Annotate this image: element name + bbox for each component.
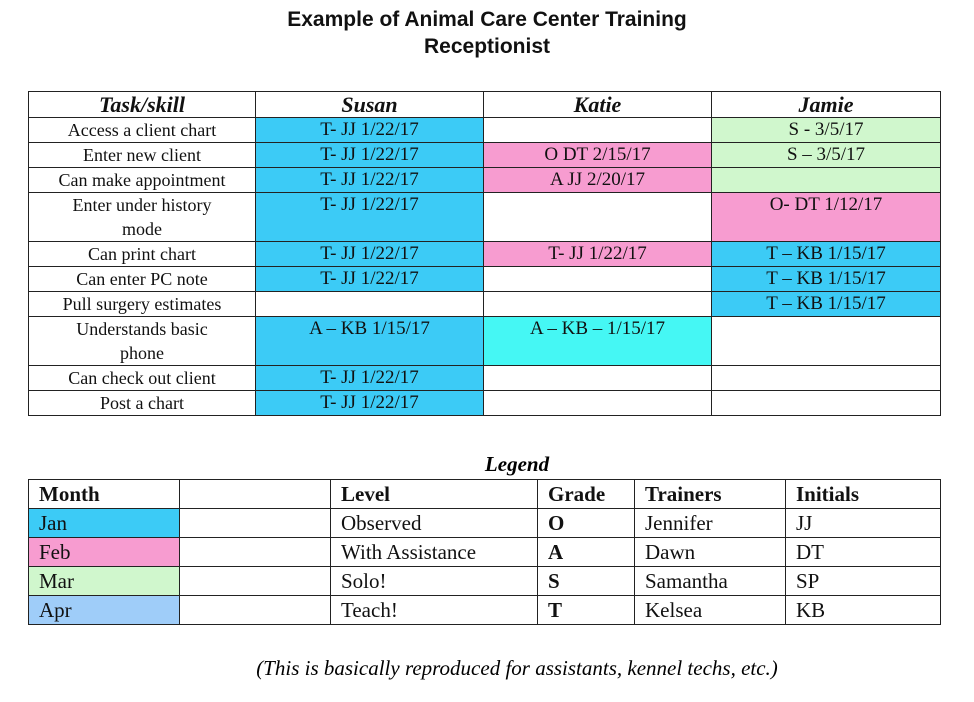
task-cell: Can enter PC note xyxy=(29,267,256,292)
legend-title: Legend xyxy=(484,452,550,476)
legend-trainer: Samantha xyxy=(635,567,786,596)
legend-level: Solo! xyxy=(331,567,538,596)
legend-month-swatch: Jan xyxy=(29,509,180,538)
header-task-skill: Task/skill xyxy=(29,92,256,118)
legend-initials: SP xyxy=(786,567,941,596)
task-cell: Enter new client xyxy=(29,143,256,168)
table-row xyxy=(29,242,941,267)
jamie-cell: T – KB 1/15/17 xyxy=(712,242,941,267)
table-row xyxy=(29,193,941,242)
legend-month-swatch: Feb xyxy=(29,538,180,567)
header-jamie: Jamie xyxy=(712,92,941,118)
legend-level: With Assistance xyxy=(331,538,538,567)
susan-cell: A – KB 1/15/17 xyxy=(256,317,484,366)
jamie-cell xyxy=(712,391,941,416)
katie-cell xyxy=(484,193,712,242)
table-row xyxy=(29,366,941,391)
jamie-cell xyxy=(712,317,941,366)
legend-header-grade: Grade xyxy=(538,480,635,509)
legend-row xyxy=(29,596,941,625)
legend-grade: A xyxy=(538,538,635,567)
task-line: Enter under history xyxy=(72,195,212,215)
legend-blank-cell xyxy=(180,509,331,538)
jamie-cell xyxy=(712,366,941,391)
task-cell: Can make appointment xyxy=(29,168,256,193)
task-cell: Pull surgery estimates xyxy=(29,292,256,317)
susan-cell: T- JJ 1/22/17 xyxy=(256,391,484,416)
jamie-cell xyxy=(712,168,941,193)
legend-header-row xyxy=(29,480,941,509)
title-line-2: Receptionist xyxy=(423,35,551,58)
katie-cell xyxy=(484,391,712,416)
legend-month-swatch: Apr xyxy=(29,596,180,625)
legend-row xyxy=(29,538,941,567)
header-row xyxy=(29,92,941,118)
legend-header-month: Month xyxy=(29,480,180,509)
legend-trainer: Dawn xyxy=(635,538,786,567)
legend-row xyxy=(29,509,941,538)
katie-cell xyxy=(484,292,712,317)
jamie-cell: S - 3/5/17 xyxy=(712,118,941,143)
task-cell: Can check out client xyxy=(29,366,256,391)
legend-initials: JJ xyxy=(786,509,941,538)
susan-cell: T- JJ 1/22/17 xyxy=(256,366,484,391)
susan-cell: T- JJ 1/22/17 xyxy=(256,267,484,292)
table-row xyxy=(29,118,941,143)
task-line: mode xyxy=(122,219,162,239)
table-row xyxy=(29,267,941,292)
susan-cell: T- JJ 1/22/17 xyxy=(256,193,484,242)
legend-header-level: Level xyxy=(331,480,538,509)
susan-cell: T- JJ 1/22/17 xyxy=(256,168,484,193)
susan-cell: T- JJ 1/22/17 xyxy=(256,118,484,143)
legend-table xyxy=(28,479,941,625)
legend-grade: T xyxy=(538,596,635,625)
legend-grade: O xyxy=(538,509,635,538)
header-susan: Susan xyxy=(256,92,484,118)
task-cell: Post a chart xyxy=(29,391,256,416)
table-row xyxy=(29,143,941,168)
legend-blank-cell xyxy=(180,596,331,625)
jamie-cell: O- DT 1/12/17 xyxy=(712,193,941,242)
legend-grade: S xyxy=(538,567,635,596)
susan-cell: T- JJ 1/22/17 xyxy=(256,143,484,168)
katie-cell: A JJ 2/20/17 xyxy=(484,168,712,193)
legend-trainer: Jennifer xyxy=(635,509,786,538)
legend-header-initials: Initials xyxy=(786,480,941,509)
footnote: (This is basically reproduced for assistants, kennel techs, etc.) xyxy=(256,656,778,680)
legend-header-trainers: Trainers xyxy=(635,480,786,509)
table-row xyxy=(29,292,941,317)
katie-cell: O DT 2/15/17 xyxy=(484,143,712,168)
task-cell: Can print chart xyxy=(29,242,256,267)
legend-row xyxy=(29,567,941,596)
legend-header-blank xyxy=(180,480,331,509)
legend-initials: DT xyxy=(786,538,941,567)
katie-cell xyxy=(484,267,712,292)
katie-cell: T- JJ 1/22/17 xyxy=(484,242,712,267)
katie-cell xyxy=(484,366,712,391)
legend-blank-cell xyxy=(180,567,331,596)
katie-cell xyxy=(484,118,712,143)
katie-cell: A – KB – 1/15/17 xyxy=(484,317,712,366)
task-cell xyxy=(29,193,256,242)
task-line: phone xyxy=(120,343,164,363)
susan-cell xyxy=(256,292,484,317)
legend-level: Observed xyxy=(331,509,538,538)
legend-level: Teach! xyxy=(331,596,538,625)
jamie-cell: S – 3/5/17 xyxy=(712,143,941,168)
legend-month-swatch: Mar xyxy=(29,567,180,596)
training-table xyxy=(28,91,941,416)
header-katie: Katie xyxy=(484,92,712,118)
table-row xyxy=(29,317,941,366)
task-cell: Access a client chart xyxy=(29,118,256,143)
jamie-cell: T – KB 1/15/17 xyxy=(712,267,941,292)
jamie-cell: T – KB 1/15/17 xyxy=(712,292,941,317)
page-title xyxy=(0,6,974,60)
legend-blank-cell xyxy=(180,538,331,567)
susan-cell: T- JJ 1/22/17 xyxy=(256,242,484,267)
table-row xyxy=(29,168,941,193)
task-line: Understands basic xyxy=(76,319,208,339)
task-cell xyxy=(29,317,256,366)
legend-trainer: Kelsea xyxy=(635,596,786,625)
legend-initials: KB xyxy=(786,596,941,625)
table-row xyxy=(29,391,941,416)
title-line-1: Example of Animal Care Center Training xyxy=(287,8,687,31)
